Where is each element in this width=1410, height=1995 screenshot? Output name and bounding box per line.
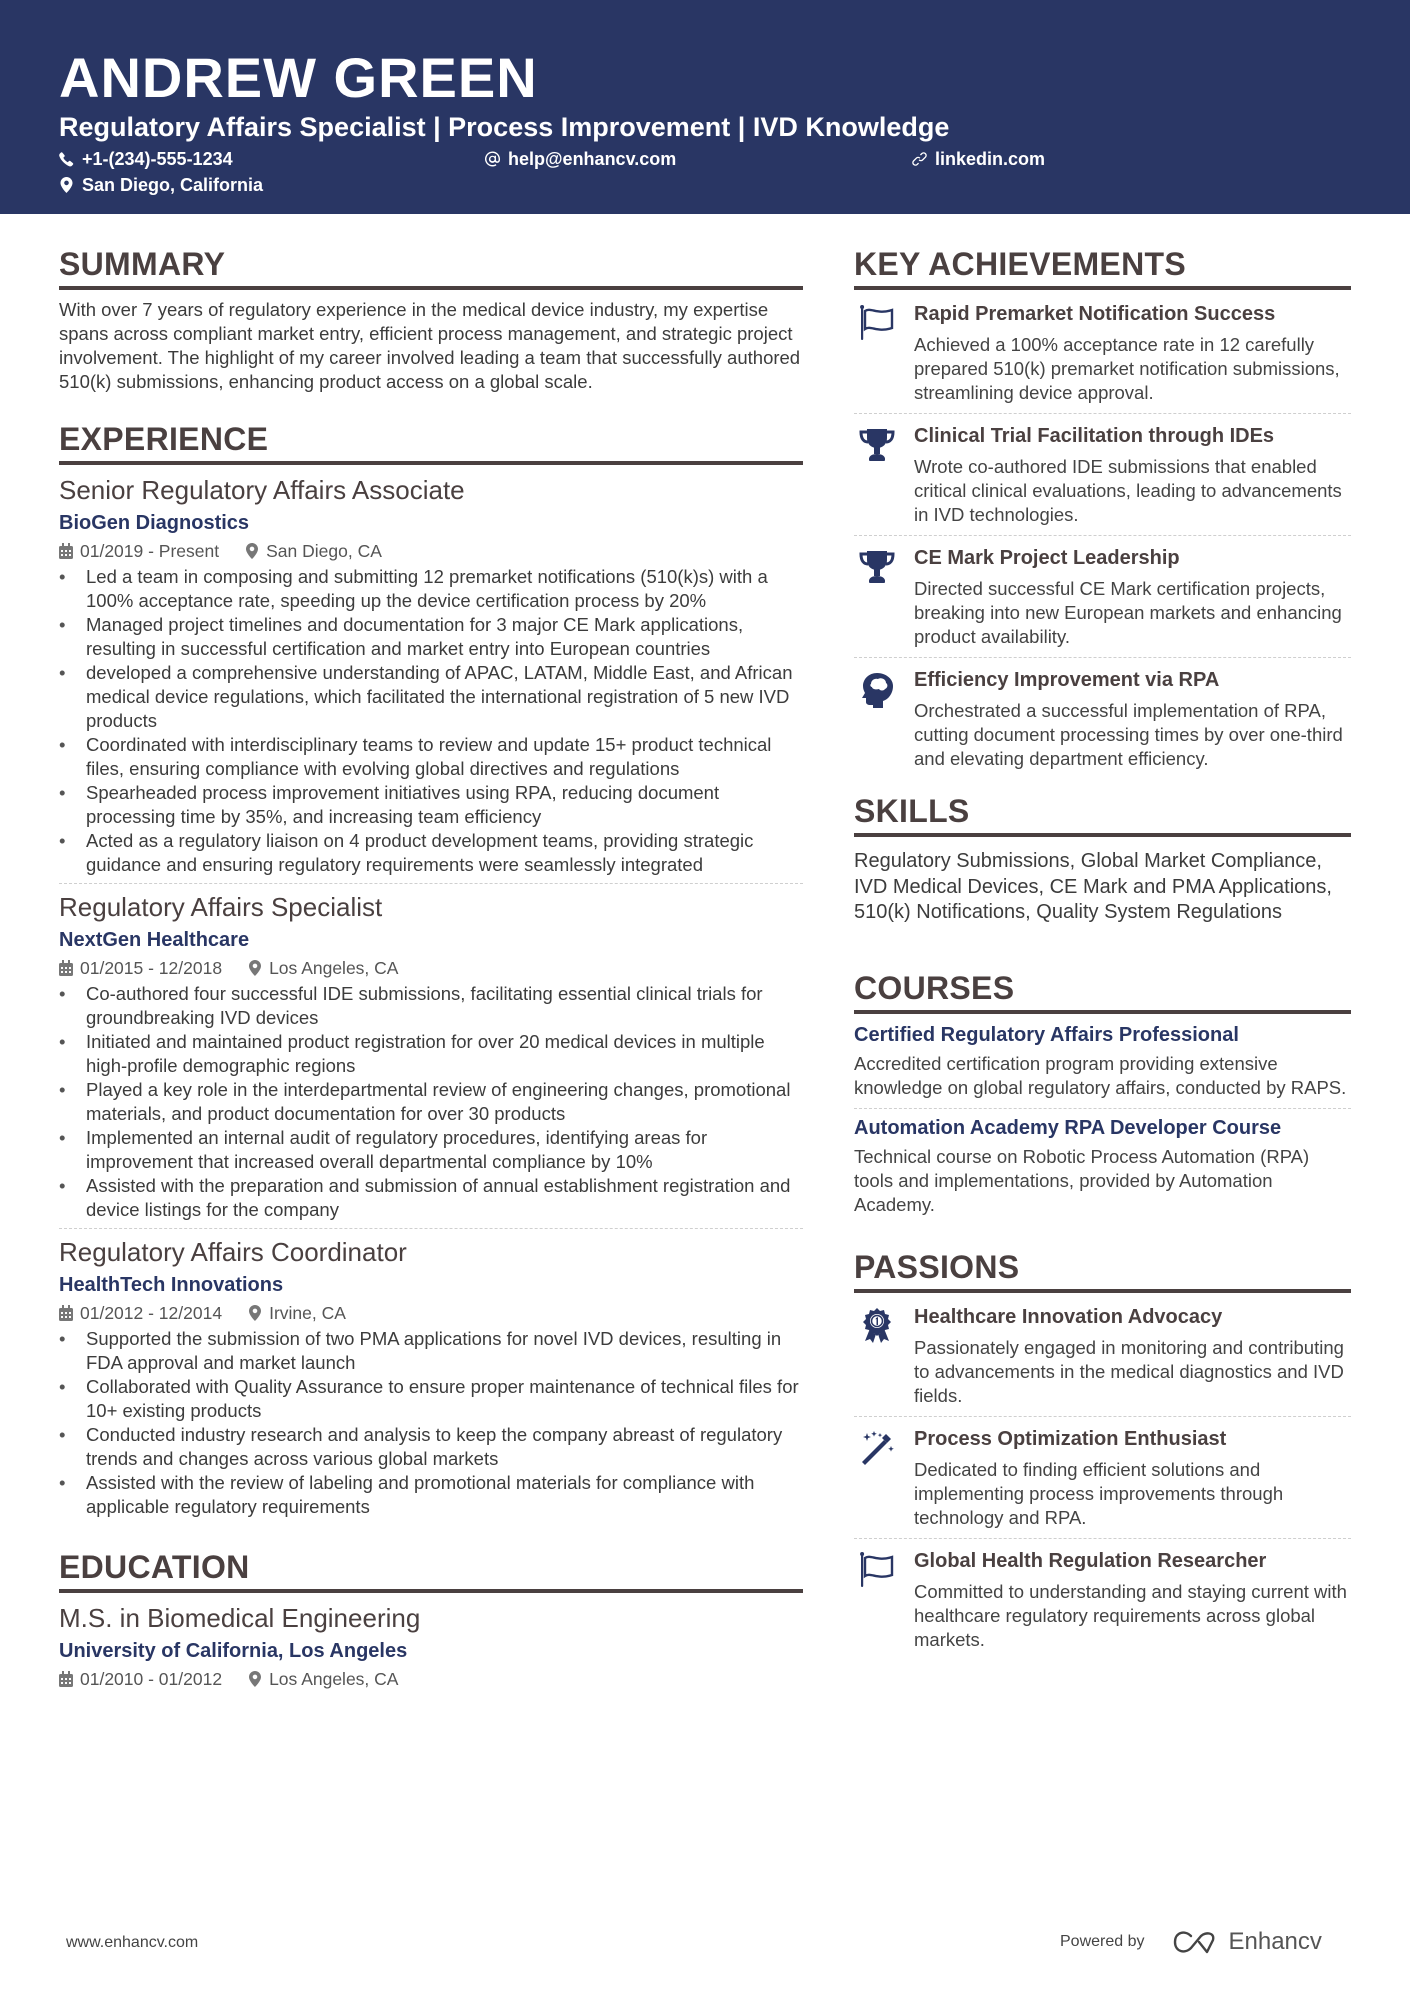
- bullet-item: • Assisted with the review of labeling and promotional materials for compliance with applicable regulatory requirements: [59, 1471, 803, 1519]
- passion-title: Healthcare Innovation Advocacy: [914, 1305, 1223, 1328]
- trophy-icon: [858, 426, 896, 464]
- candidate-headline: Regulatory Affairs Specialist | Process Improvement | IVD Knowledge: [59, 112, 950, 142]
- company-name: BioGen Diagnostics: [59, 512, 250, 534]
- course-item: [854, 1016, 1351, 1108]
- section-divider: [854, 1289, 1351, 1293]
- bullet-item: • Conducted industry research and analysis to keep the company abreast of regulatory trends and changes across various global markets: [59, 1423, 803, 1471]
- location-text: Los Angeles, CA: [269, 958, 399, 978]
- email-address: help@enhancv.com: [508, 149, 677, 169]
- location-text: Irvine, CA: [269, 1303, 346, 1323]
- map-pin-icon: [248, 1305, 262, 1321]
- section-divider: [854, 833, 1351, 837]
- achievement-item: [854, 535, 1351, 657]
- section-title-education: EDUCATION: [59, 1549, 250, 1585]
- education-section: [59, 1547, 803, 1691]
- achievement-title: CE Mark Project Leadership: [914, 547, 1180, 569]
- resume-header: [0, 0, 1410, 214]
- skills-list: Regulatory Submissions, Global Market Compliance, IVD Medical Devices, CE Mark and PMA Applications, 510(k) Notifications, Quality System Regulations: [854, 850, 1332, 923]
- passion-title: Process Optimization Enthusiast: [914, 1427, 1227, 1450]
- calendar-icon: [59, 543, 73, 559]
- enhancv-logo-icon: [1171, 1928, 1219, 1956]
- phone-number: +1-(234)-555-1234: [82, 149, 233, 169]
- job-title: Regulatory Affairs Specialist: [59, 892, 383, 922]
- award-ribbon-icon: [858, 1307, 896, 1345]
- contact-email[interactable]: [485, 148, 676, 170]
- bullet-item: • developed a comprehensive understanding of APAC, LATAM, Middle East, and African medical device regulations, which facilitated the international registration of 5 new IVD products: [59, 661, 803, 733]
- job-location: [248, 956, 398, 980]
- achievement-title: Clinical Trial Facilitation through IDEs: [914, 425, 1275, 447]
- section-title-experience: EXPERIENCE: [59, 421, 269, 457]
- location-text: Los Angeles, CA: [269, 1669, 399, 1689]
- course-desc: Accredited certification program providing extensive knowledge on global regulatory affairs, conducted by RAPS.: [854, 1052, 1347, 1098]
- contact-linkedin[interactable]: [912, 148, 1045, 170]
- job-entry: [59, 473, 803, 883]
- map-pin-icon: [248, 1671, 262, 1687]
- education-dates: [59, 1667, 222, 1691]
- footer-branding[interactable]: [1060, 1928, 1322, 1956]
- contact-phone[interactable]: [59, 148, 233, 170]
- achievement-desc: Wrote co-authored IDE submissions that enabled critical clinical evaluations, leading to advancements in IVD technologies.: [914, 456, 1342, 525]
- passion-desc: Passionately engaged in monitoring and contributing to advancements in the medical diagnostics and IVD fields.: [914, 1336, 1344, 1406]
- bullet-item: • Supported the submission of two PMA applications for novel IVD devices, resulting in FDA approval and market launch: [59, 1327, 803, 1375]
- passion-item: [854, 1538, 1351, 1660]
- linkedin-url: linkedin.com: [935, 149, 1046, 169]
- achievement-item: [854, 413, 1351, 535]
- course-title: Automation Academy RPA Developer Course: [854, 1116, 1282, 1139]
- bullet-item: • Managed project timelines and documentation for 3 major CE Mark applications, resulting in successful certification and market entry into European countries: [59, 613, 803, 661]
- section-divider: [854, 1010, 1351, 1014]
- education-meta: [59, 1667, 803, 1691]
- job-entry: [59, 1228, 803, 1525]
- section-title-achievements: KEY ACHIEVEMENTS: [854, 246, 1186, 282]
- job-meta: [59, 956, 803, 980]
- section-divider: [854, 286, 1351, 290]
- section-divider: [59, 461, 803, 465]
- job-dates: [59, 1301, 222, 1325]
- job-bullets: [59, 1327, 803, 1519]
- job-dates: [59, 539, 219, 563]
- education-location: [248, 1667, 398, 1691]
- course-desc: Technical course on Robotic Process Automation (RPA) tools and implementations, provided by Automation Academy.: [854, 1145, 1310, 1215]
- section-title-skills: SKILLS: [854, 793, 970, 829]
- achievement-title: Efficiency Improvement via RPA: [914, 669, 1220, 691]
- date-range: 01/2012 - 12/2014: [80, 1303, 223, 1323]
- course-item: [854, 1108, 1351, 1225]
- courses-section: [854, 968, 1351, 1225]
- bullet-item: • Spearheaded process improvement initiatives using RPA, reducing document processing time by 35%, and increasing team efficiency: [59, 781, 803, 829]
- achievement-item: [854, 657, 1351, 779]
- bullet-item: • Implemented an internal audit of regulatory procedures, identifying areas for improvement that increased overall departmental compliance by 10%: [59, 1126, 803, 1174]
- date-range: 01/2019 - Present: [80, 541, 220, 561]
- summary-section: [59, 244, 803, 394]
- bullet-item: • Collaborated with Quality Assurance to ensure proper maintenance of technical files for 10+ existing products: [59, 1375, 803, 1423]
- contact-location: [59, 174, 263, 196]
- job-bullets: [59, 982, 803, 1222]
- company-name: NextGen Healthcare: [59, 929, 250, 951]
- bullet-item: • Acted as a regulatory liaison on 4 product development teams, providing strategic guidance and ensuring regulatory requirements were seamlessly integrated: [59, 829, 803, 877]
- calendar-icon: [59, 1671, 73, 1687]
- passion-item: [854, 1295, 1351, 1416]
- section-title-passions: PASSIONS: [854, 1248, 1020, 1285]
- achievement-desc: Orchestrated a successful implementation of RPA, cutting document processing times by over one-third and elevating department efficiency.: [914, 700, 1343, 769]
- trophy-icon: [858, 548, 896, 586]
- passion-desc: Committed to understanding and staying current with healthcare regulatory requirements across global markets.: [914, 1580, 1347, 1650]
- left-column: [59, 244, 803, 1691]
- passions-section: [854, 1247, 1351, 1660]
- achievement-desc: Achieved a 100% acceptance rate in 12 carefully prepared 510(k) premarket notification submissions, streamlining device approval.: [914, 334, 1340, 403]
- right-column: [854, 244, 1351, 1660]
- passion-desc: Dedicated to finding efficient solutions and implementing process improvements through technology and RPA.: [914, 1458, 1284, 1528]
- brain-head-icon: [858, 670, 896, 708]
- map-pin-icon: [245, 543, 259, 559]
- job-title: Senior Regulatory Affairs Associate: [59, 475, 465, 505]
- date-range: 01/2010 - 01/2012: [80, 1669, 223, 1689]
- passion-item: [854, 1416, 1351, 1538]
- achievement-item: [854, 292, 1351, 413]
- bullet-item: • Led a team in composing and submitting 12 premarket notifications (510(k)s) with a 100% acceptance rate, speeding up the device certification process by 20%: [59, 565, 803, 613]
- passion-title: Global Health Regulation Researcher: [914, 1549, 1267, 1572]
- bullet-item: • Initiated and maintained product registration for over 20 medical devices in multiple high-profile demographic regions: [59, 1030, 803, 1078]
- map-pin-icon: [59, 177, 74, 193]
- at-icon: [485, 151, 500, 167]
- map-pin-icon: [248, 960, 262, 976]
- brand-logo: [1171, 1928, 1322, 1956]
- section-title-summary: SUMMARY: [59, 246, 226, 282]
- company-name: HealthTech Innovations: [59, 1274, 284, 1296]
- degree-title: M.S. in Biomedical Engineering: [59, 1603, 421, 1633]
- bullet-item: • Coordinated with interdisciplinary teams to review and update 15+ product technical files, ensuring compliance with evolving global directives and regulations: [59, 733, 803, 781]
- bullet-item: • Assisted with the preparation and submission of annual establishment registration and device listings for the company: [59, 1174, 803, 1222]
- magic-wand-icon: [858, 1429, 896, 1467]
- link-icon: [912, 151, 927, 167]
- phone-icon: [59, 151, 74, 167]
- bullet-item: • Co-authored four successful IDE submissions, facilitating essential clinical trials for groundbreaking IVD devices: [59, 982, 803, 1030]
- course-title: Certified Regulatory Affairs Professional: [854, 1023, 1239, 1046]
- calendar-icon: [59, 1305, 73, 1321]
- location-text: San Diego, CA: [266, 541, 382, 561]
- section-title-courses: COURSES: [854, 969, 1015, 1006]
- flag-icon: [858, 1551, 896, 1589]
- achievement-desc: Directed successful CE Mark certification projects, breaking into new European markets and enhancing product availability.: [914, 578, 1342, 647]
- brand-name: Enhancv: [1228, 1928, 1322, 1955]
- experience-section: [59, 419, 803, 1525]
- school-name: University of California, Los Angeles: [59, 1640, 408, 1662]
- job-dates: [59, 956, 222, 980]
- job-entry: [59, 883, 803, 1228]
- job-meta: [59, 539, 803, 563]
- powered-by-label: Powered by: [1060, 1933, 1145, 1950]
- achievement-title: Rapid Premarket Notification Success: [914, 303, 1276, 325]
- section-divider: [59, 286, 803, 290]
- calendar-icon: [59, 960, 73, 976]
- bullet-item: • Played a key role in the interdepartmental review of engineering changes, promotional materials, and product documentation for over 30 products: [59, 1078, 803, 1126]
- job-location: [245, 539, 382, 563]
- job-meta: [59, 1301, 803, 1325]
- flag-icon: [858, 304, 896, 342]
- location-text: San Diego, California: [82, 175, 264, 195]
- date-range: 01/2015 - 12/2018: [80, 958, 223, 978]
- achievements-section: [854, 244, 1351, 779]
- job-location: [248, 1301, 346, 1325]
- job-bullets: [59, 565, 803, 877]
- section-divider: [59, 1589, 803, 1593]
- job-title: Regulatory Affairs Coordinator: [59, 1237, 407, 1267]
- candidate-name: ANDREW GREEN: [59, 46, 538, 109]
- skills-section: [854, 791, 1351, 926]
- footer-website-link[interactable]: www.enhancv.com: [66, 1934, 199, 1951]
- summary-text: With over 7 years of regulatory experience in the medical device industry, my expertise spans across compliant market entry, efficient process management, and strategic project involvement. The highlight of my career involved leading a team that successfully authored 510(k) submissions, enhancing product access on a global scale.: [59, 299, 801, 392]
